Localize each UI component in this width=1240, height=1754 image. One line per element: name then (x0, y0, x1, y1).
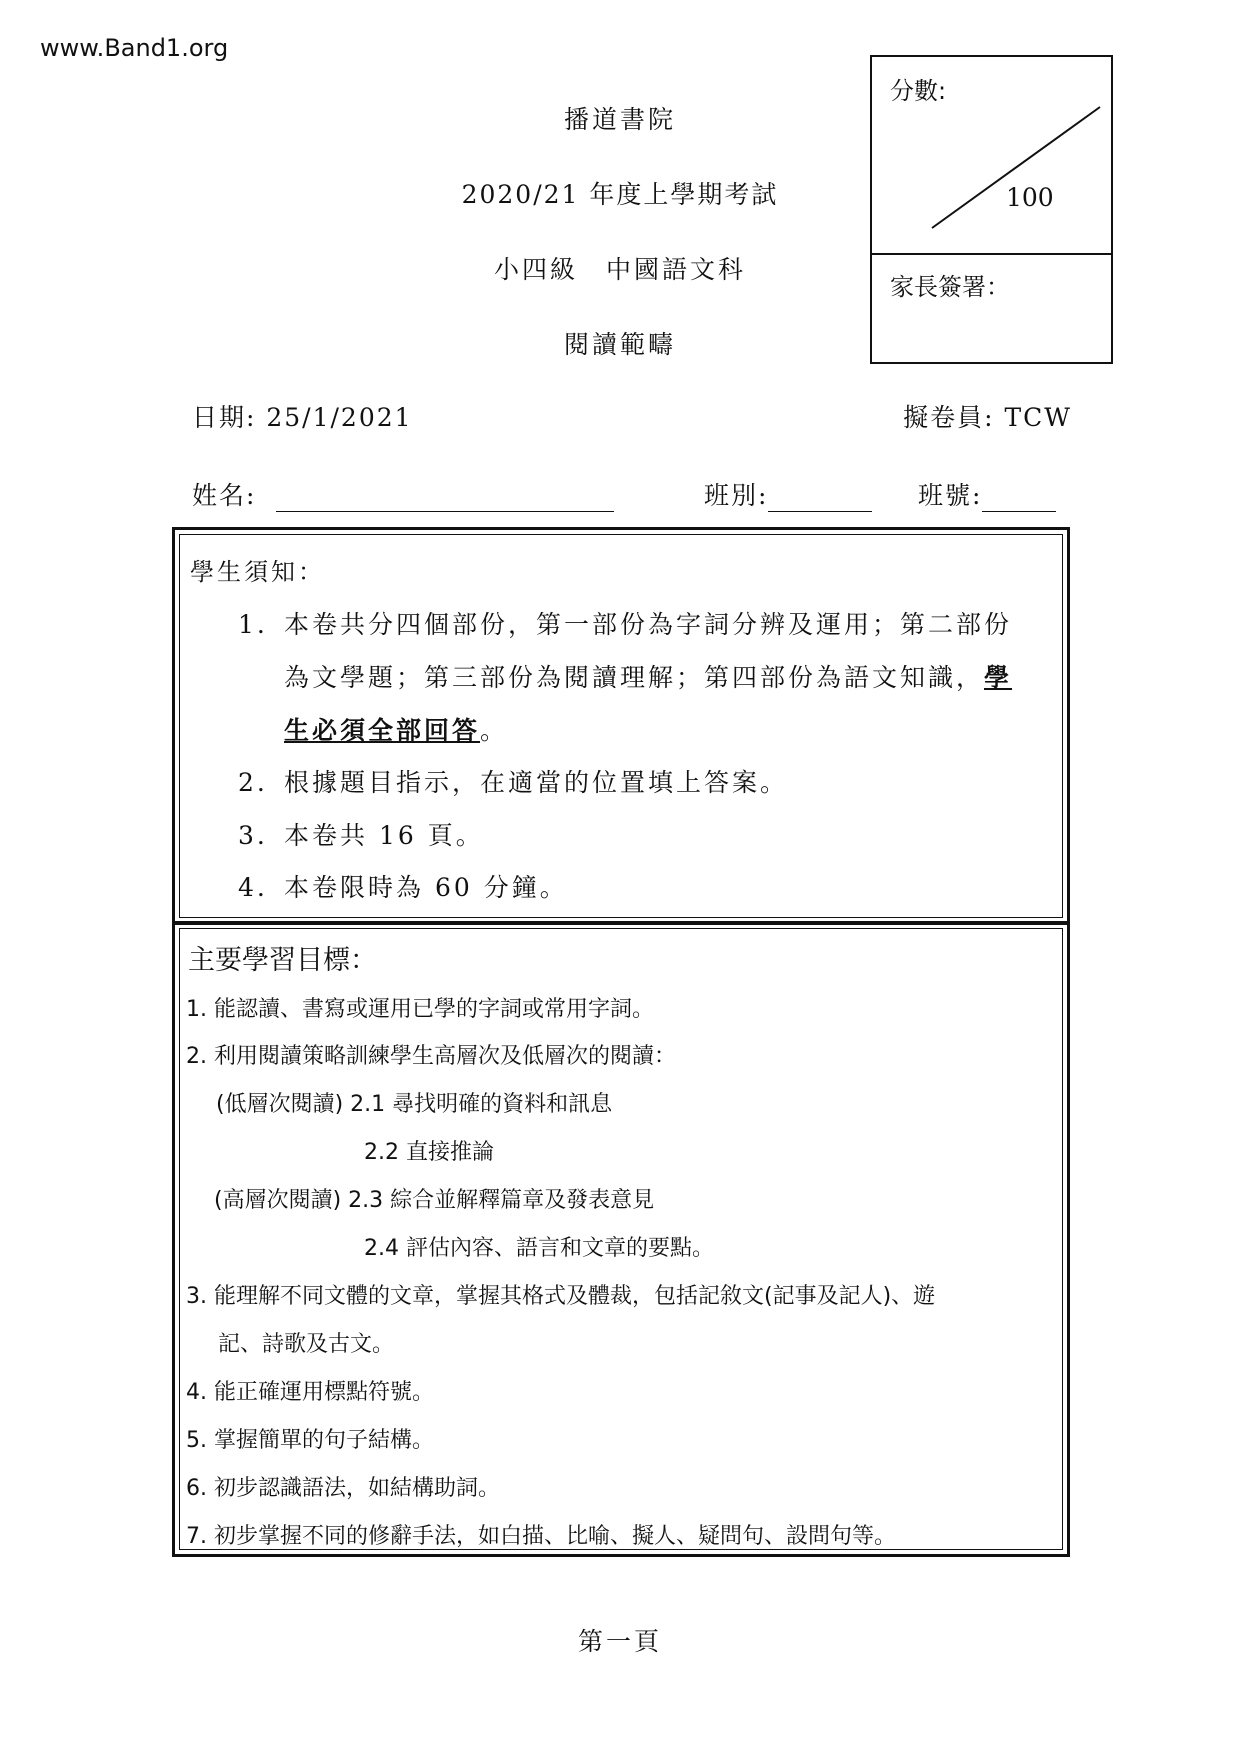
notice-item-text: 根據題目指示，在適當的位置填上答案。 (284, 768, 789, 797)
score-label: 分數: (890, 77, 947, 105)
notice-item-number: 2. (238, 768, 268, 797)
exam-date: 日期: 25/1/2021 (192, 403, 413, 432)
score-total: 100 (1006, 183, 1054, 212)
subject-title: 小四級 中國語文科 (493, 255, 746, 284)
class-field[interactable] (704, 476, 872, 512)
notice-item-1-line-2 (284, 658, 1012, 694)
score-box-divider (872, 253, 1111, 255)
class-label: 班別: (704, 481, 769, 510)
notice-item-2 (238, 763, 788, 799)
notice-item-number: 4. (238, 873, 268, 902)
goals-title: 主要學習目標： (188, 945, 377, 976)
notice-emphasis: 生必須全部回答 (284, 716, 481, 745)
notice-item-number: 1. (238, 610, 268, 639)
notice-item-1 (238, 605, 1012, 641)
name-blank[interactable] (276, 485, 614, 512)
goal-item-2-1: (低層次閱讀) 2.1 尋找明確的資料和訊息 (216, 1092, 613, 1117)
name-field[interactable] (192, 476, 614, 512)
notice-item-text: 本卷共 16 頁。 (284, 821, 484, 850)
notice-item-text: 本卷共分四個部份，第一部份為字詞分辨及運用；第二部份 (284, 610, 1013, 639)
class-number-label: 班號: (918, 481, 983, 510)
goal-item-5: 5. 掌握簡單的句子結構。 (186, 1428, 434, 1453)
notice-emphasis: 學 (984, 663, 1013, 692)
notice-title: 學生須知： (190, 558, 325, 586)
notice-item-number: 3. (238, 821, 268, 850)
goal-item-2-2: 2.2 直接推論 (364, 1140, 494, 1165)
goal-item-7: 7. 初步掌握不同的修辭手法，如白描、比喻、擬人、疑問句、設問句等。 (186, 1524, 896, 1549)
school-name: 播道書院 (563, 105, 676, 134)
goal-item-6: 6. 初步認識語法，如結構助詞。 (186, 1476, 500, 1501)
notice-item-4 (238, 868, 568, 904)
page-number: 第一頁 (577, 1627, 662, 1656)
watermark-url: www.Band1.org (40, 34, 229, 62)
goal-item-1: 1. 能認讀、書寫或運用已學的字詞或常用字詞。 (186, 997, 654, 1022)
goal-item-2-4: 2.4 評估內容、語言和文章的要點。 (364, 1236, 714, 1261)
goal-item-3-line-2: 記、詩歌及古文。 (218, 1332, 395, 1357)
paper-setter: 擬卷員: TCW (903, 403, 1072, 432)
goal-item-2-3: (高層次閱讀) 2.3 綜合並解釋篇章及發表意見 (214, 1188, 655, 1213)
name-label: 姓名: (192, 481, 257, 510)
exam-title: 2020/21 年度上學期考試 (461, 180, 779, 209)
class-blank[interactable] (768, 485, 872, 512)
scope-title: 閱讀範疇 (563, 330, 676, 359)
goal-item-4: 4. 能正確運用標點符號。 (186, 1380, 434, 1405)
goal-item-3: 3. 能理解不同文體的文章，掌握其格式及體裁，包括記敘文(記事及記人)、遊 (186, 1284, 936, 1309)
parent-signature-label[interactable]: 家長簽署： (890, 273, 1010, 301)
class-number-field[interactable] (918, 476, 1056, 512)
notice-item-text: 。 (480, 716, 509, 745)
notice-item-1-line-3 (284, 711, 508, 747)
score-box (870, 55, 1113, 364)
goal-item-2: 2. 利用閱讀策略訓練學生高層次及低層次的閱讀： (186, 1044, 676, 1069)
score-slash-line (872, 57, 1115, 253)
notice-item-text: 本卷限時為 60 分鐘。 (284, 873, 568, 902)
notice-item-3 (238, 816, 484, 852)
notice-item-text: 為文學題；第三部份為閱讀理解；第四部份為語文知識， (284, 663, 985, 692)
class-number-blank[interactable] (982, 485, 1056, 512)
